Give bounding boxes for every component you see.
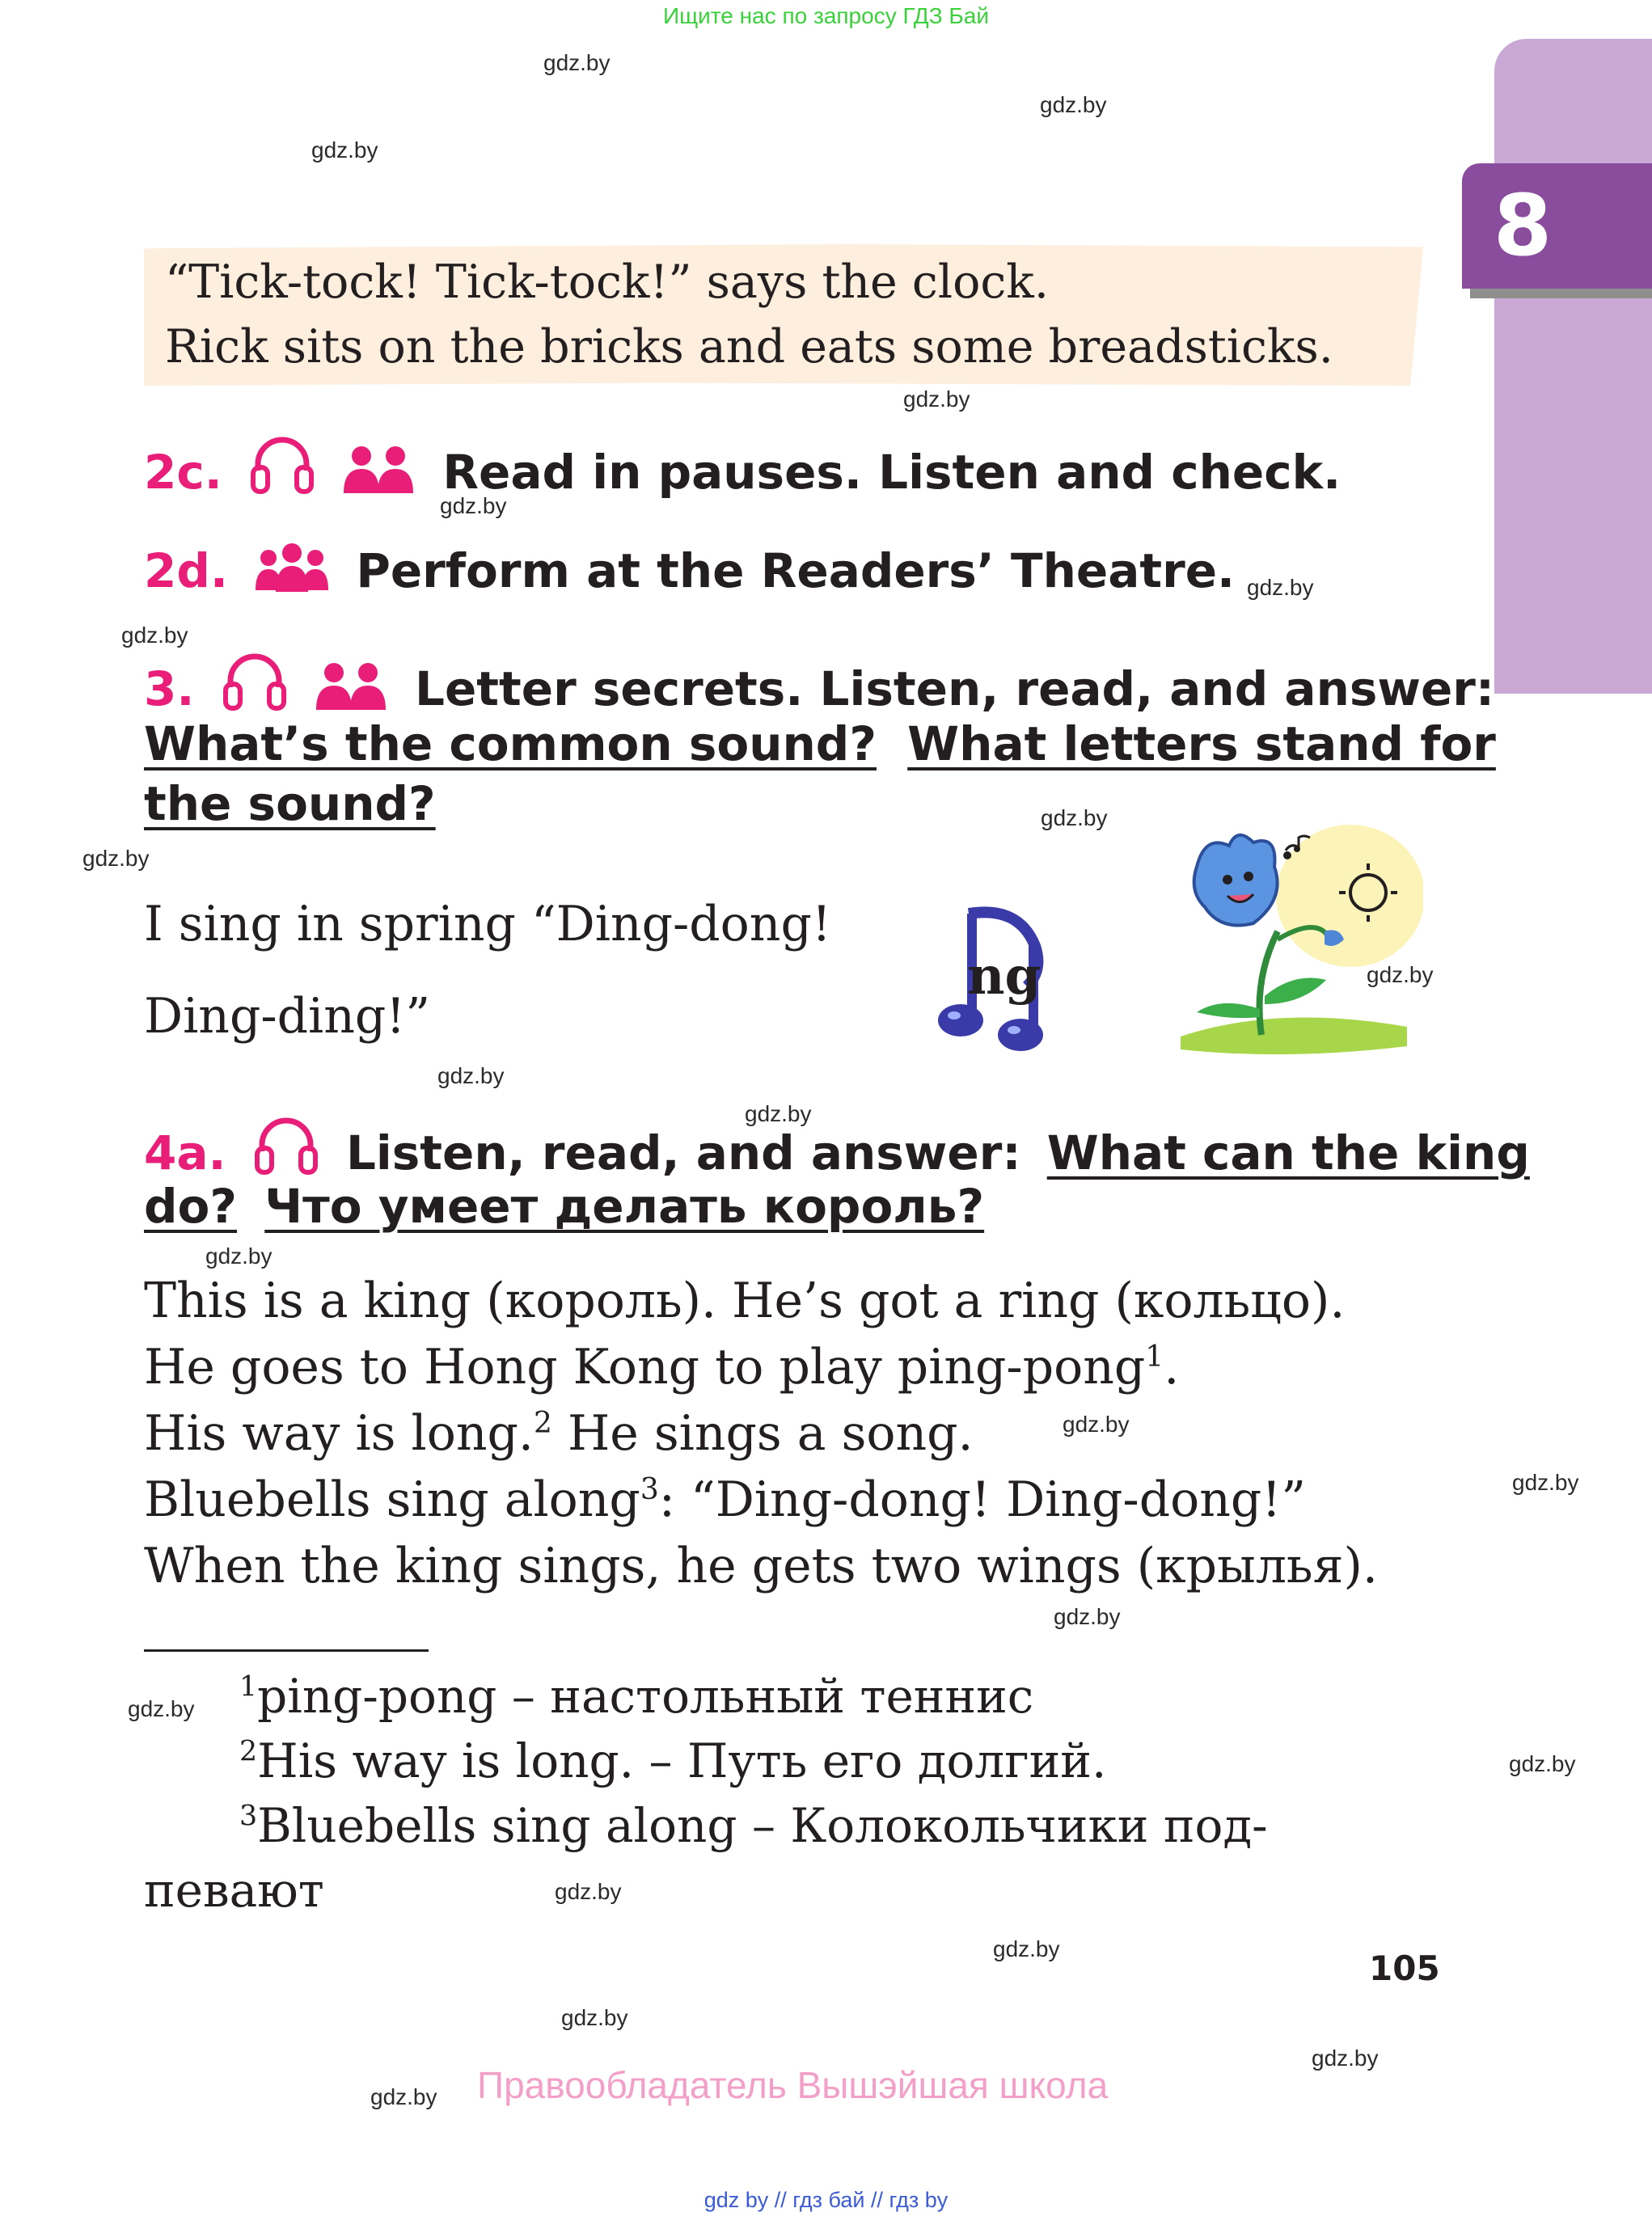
- task-2d: [144, 543, 1235, 598]
- task-text: Letter secrets. Listen, read, and answer:: [415, 661, 1495, 716]
- story-text: Bluebells sing along: [144, 1471, 640, 1528]
- task-4a: [144, 1116, 1530, 1180]
- task-3-question-line: [144, 716, 1496, 771]
- story-line: This is a king (король). He’s got a ring (кольцо).: [144, 1273, 1346, 1329]
- story-line: [144, 1405, 974, 1462]
- watermark: gdz.by: [1312, 2046, 1379, 2071]
- footnote-number: 3: [239, 1800, 258, 1833]
- footnote-ref: 2: [533, 1407, 552, 1440]
- headphones-icon: [254, 1116, 319, 1176]
- question: What can the king: [1046, 1125, 1530, 1180]
- story-text: : “Ding-dong! Ding-dong!”: [658, 1471, 1307, 1528]
- footnote-divider: [144, 1649, 429, 1652]
- headphones-icon: [250, 435, 315, 495]
- task-number: 2d.: [144, 543, 228, 598]
- watermark: gdz.by: [128, 1696, 195, 1721]
- story-text: His way is long.: [144, 1405, 534, 1462]
- watermark: gdz.by: [561, 2005, 628, 2030]
- footnote: [239, 1733, 1106, 1788]
- pair-work-icon: [315, 661, 387, 711]
- poem-line: I sing in spring “Ding-dong!: [144, 896, 831, 952]
- footnote-number: 1: [239, 1670, 258, 1704]
- watermark: gdz.by: [1509, 1751, 1576, 1776]
- watermark: gdz.by: [1063, 1412, 1130, 1437]
- chapter-number: 8: [1493, 176, 1553, 275]
- watermark: gdz.by: [440, 493, 507, 518]
- question: What’s the common sound?: [144, 716, 877, 771]
- footnote-number: 2: [239, 1735, 258, 1768]
- watermark: gdz.by: [993, 1936, 1060, 1961]
- question: What letters stand for: [907, 716, 1496, 771]
- task-3-question-line: [144, 776, 436, 831]
- watermark: gdz.by: [82, 846, 150, 871]
- tongue-twister-line: “Tick-tock! Tick-tock!” says the clock.: [165, 255, 1049, 309]
- task-number: 3.: [144, 661, 195, 716]
- watermark: gdz.by: [903, 386, 970, 412]
- watermark: gdz.by: [121, 623, 188, 648]
- watermark: gdz.by: [370, 2084, 437, 2109]
- story-text: .: [1164, 1339, 1180, 1395]
- task-number: 2c.: [144, 445, 222, 500]
- task-2c: [144, 435, 1341, 500]
- footnote-text: His way is long. – Путь его долгий.: [257, 1733, 1107, 1788]
- bluebell-flower-illustration: [1164, 818, 1423, 1058]
- watermark: gdz.by: [745, 1101, 812, 1126]
- bottom-links[interactable]: gdz by // гдз бай // гдз by: [703, 2188, 949, 2212]
- footnote-ref: 3: [640, 1473, 659, 1506]
- pair-work-icon: [342, 445, 415, 495]
- footnote-continuation: певают: [144, 1863, 324, 1918]
- watermark: gdz.by: [555, 1879, 622, 1904]
- copyright-notice: Правообладатель Вышэйшая школа: [477, 2064, 1109, 2106]
- top-banner[interactable]: Ищите нас по запросу ГДЗ Бай: [662, 3, 990, 28]
- watermark: gdz.by: [543, 50, 611, 75]
- group-work-icon: [256, 543, 328, 593]
- watermark: gdz.by: [1512, 1470, 1579, 1495]
- watermark: gdz.by: [1054, 1604, 1121, 1629]
- footnote-text: Bluebells sing along – Колокольчики под-: [257, 1798, 1268, 1853]
- watermark: gdz.by: [1040, 92, 1107, 117]
- note-label: ng: [967, 946, 1041, 1007]
- question: the sound?: [144, 776, 436, 831]
- story-text: He sings a song.: [551, 1405, 974, 1462]
- headphones-icon: [222, 652, 287, 711]
- watermark: gdz.by: [205, 1243, 273, 1269]
- task-text: Perform at the Readers’ Theatre.: [356, 543, 1236, 598]
- task-4a-question-line: [144, 1179, 984, 1234]
- footnote: [239, 1669, 1033, 1724]
- footnote-text: ping-pong – настольный теннис: [257, 1669, 1034, 1724]
- watermark: gdz.by: [1247, 575, 1314, 600]
- task-3: [144, 652, 1494, 716]
- footnote: [239, 1798, 1268, 1853]
- watermark: gdz.by: [311, 137, 378, 163]
- task-number: 4a.: [144, 1125, 226, 1180]
- page-number: 105: [1369, 1948, 1440, 1988]
- watermark: gdz.by: [1367, 962, 1434, 987]
- chapter-tab-bar: [1494, 39, 1652, 694]
- story-line: When the king sings, he gets two wings (крылья).: [144, 1538, 1378, 1594]
- story-text: He goes to Hong Kong to play ping-pong: [144, 1339, 1146, 1395]
- question-ru: Что умеет делать король?: [264, 1179, 985, 1234]
- task-text: Read in pauses. Listen and check.: [442, 445, 1341, 500]
- watermark: gdz.by: [437, 1063, 505, 1088]
- question: do?: [144, 1179, 238, 1234]
- story-line: [144, 1339, 1179, 1395]
- tongue-twister-line: Rick sits on the bricks and eats some breadsticks.: [165, 320, 1333, 374]
- poem-line: Ding-ding!”: [144, 988, 431, 1045]
- watermark: gdz.by: [1041, 805, 1108, 830]
- footnote-ref: 1: [1145, 1340, 1164, 1374]
- task-text: Listen, read, and answer:: [345, 1125, 1021, 1180]
- story-line: [144, 1471, 1306, 1528]
